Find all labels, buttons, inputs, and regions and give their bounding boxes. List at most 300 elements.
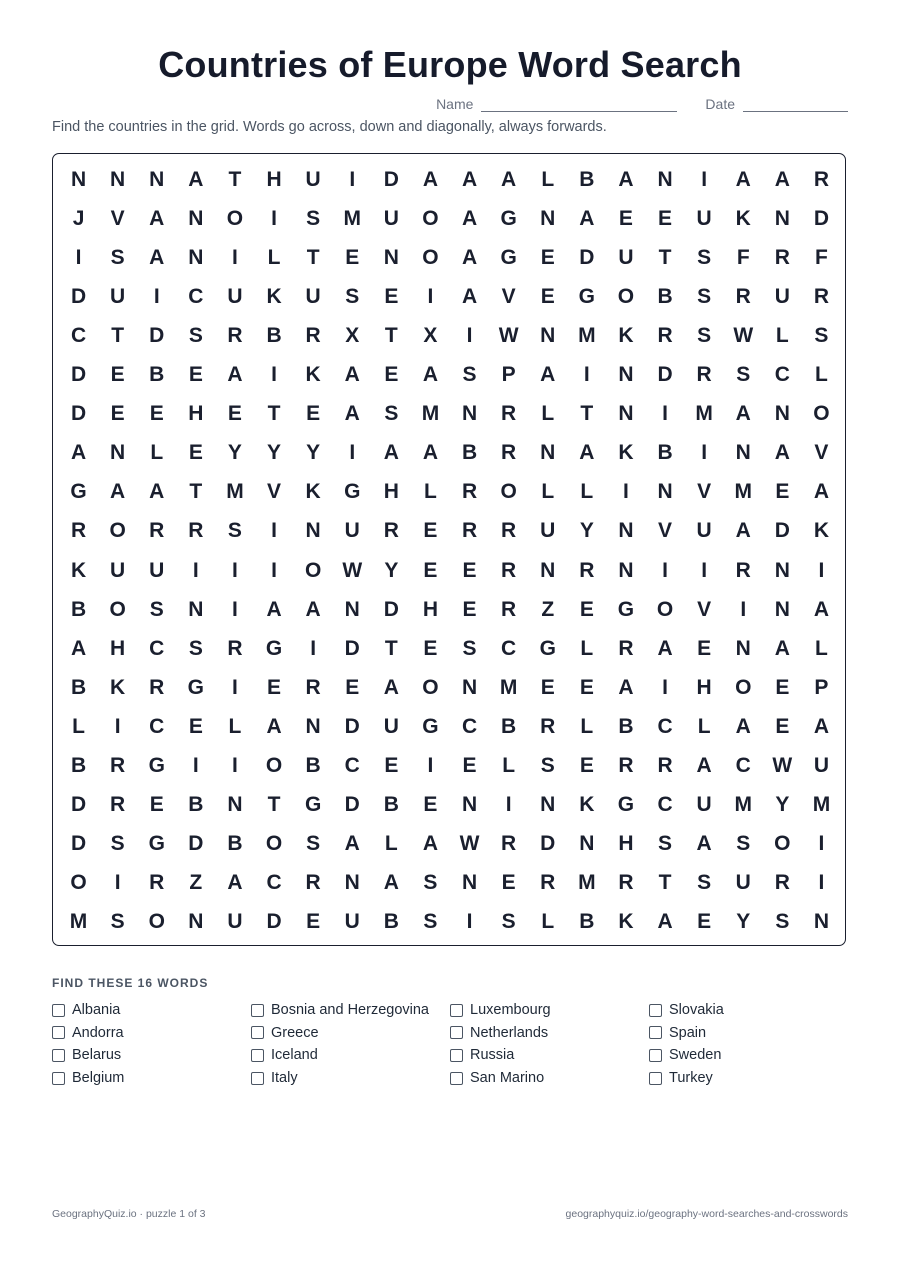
grid-cell[interactable]: A <box>813 597 830 621</box>
grid-cell[interactable]: T <box>306 245 320 269</box>
grid-cell[interactable]: T <box>189 480 203 504</box>
grid-cell[interactable]: C <box>735 754 751 778</box>
grid-cell[interactable]: T <box>580 402 594 426</box>
grid-cell[interactable]: I <box>427 284 434 308</box>
grid-cell[interactable]: I <box>818 871 825 895</box>
grid-cell[interactable]: R <box>696 363 712 387</box>
grid-cell[interactable]: E <box>579 597 594 621</box>
grid-cell[interactable]: I <box>349 167 356 191</box>
grid-cell[interactable]: M <box>695 402 713 426</box>
grid-cell[interactable]: U <box>383 714 399 738</box>
grid-cell[interactable]: N <box>344 597 360 621</box>
grid-cell[interactable]: R <box>735 558 751 582</box>
grid-cell[interactable]: A <box>110 480 126 504</box>
grid-cell[interactable]: L <box>72 714 85 738</box>
grid-cell[interactable]: D <box>70 363 87 387</box>
grid-cell[interactable]: I <box>662 402 668 426</box>
grid-cell[interactable]: A <box>383 871 399 895</box>
grid-cell[interactable]: G <box>617 793 635 817</box>
grid-cell[interactable]: N <box>188 910 204 934</box>
grid-cell[interactable]: I <box>271 206 277 230</box>
grid-cell[interactable]: D <box>70 402 87 426</box>
grid-cell[interactable]: S <box>658 832 673 856</box>
grid-cell[interactable]: M <box>226 480 244 504</box>
grid-cell[interactable]: A <box>149 480 165 504</box>
grid-cell[interactable]: A <box>540 363 556 387</box>
grid-cell[interactable]: L <box>424 480 437 504</box>
grid-cell[interactable]: K <box>618 323 634 347</box>
grid-cell[interactable]: A <box>461 167 478 191</box>
grid-cell[interactable]: A <box>774 636 790 660</box>
word-checkbox[interactable] <box>450 1026 463 1039</box>
grid-cell[interactable]: A <box>461 245 478 269</box>
grid-cell[interactable]: K <box>305 363 321 387</box>
grid-cell[interactable]: C <box>344 754 360 778</box>
grid-cell[interactable]: C <box>70 323 87 347</box>
grid-cell[interactable]: N <box>70 167 87 191</box>
grid-cell[interactable]: K <box>305 480 321 504</box>
grid-cell[interactable]: U <box>774 284 790 308</box>
grid-cell[interactable]: U <box>696 519 712 543</box>
grid-cell[interactable]: B <box>383 910 399 934</box>
grid-cell[interactable]: N <box>461 675 478 699</box>
grid-cell[interactable]: N <box>540 206 556 230</box>
grid-cell[interactable]: I <box>232 597 238 621</box>
grid-cell[interactable]: R <box>305 871 321 895</box>
grid-cell[interactable]: E <box>423 558 438 582</box>
grid-cell[interactable]: S <box>462 636 477 660</box>
grid-cell[interactable]: N <box>813 910 830 934</box>
grid-cell[interactable]: E <box>384 284 399 308</box>
grid-cell[interactable]: W <box>733 323 754 347</box>
word-checkbox[interactable] <box>52 1072 65 1085</box>
grid-cell[interactable]: E <box>697 910 712 934</box>
grid-cell[interactable]: N <box>774 206 790 230</box>
grid-cell[interactable]: R <box>70 519 87 543</box>
grid-cell[interactable]: C <box>774 363 790 387</box>
grid-cell[interactable]: A <box>344 832 360 856</box>
grid-cell[interactable]: S <box>110 245 125 269</box>
grid-cell[interactable]: N <box>461 871 478 895</box>
grid-cell[interactable]: S <box>110 832 125 856</box>
grid-cell[interactable]: B <box>657 284 673 308</box>
grid-cell[interactable]: E <box>579 675 594 699</box>
grid-cell[interactable]: C <box>266 871 282 895</box>
grid-cell[interactable]: I <box>466 323 473 347</box>
date-field[interactable] <box>743 97 848 112</box>
grid-cell[interactable]: I <box>701 558 708 582</box>
grid-cell[interactable]: G <box>500 245 517 269</box>
grid-cell[interactable]: H <box>266 167 282 191</box>
grid-cell[interactable]: H <box>618 832 634 856</box>
grid-cell[interactable]: N <box>579 832 595 856</box>
grid-cell[interactable]: N <box>149 167 165 191</box>
grid-cell[interactable]: L <box>150 441 164 465</box>
grid-cell[interactable]: O <box>304 558 322 582</box>
grid-cell[interactable]: O <box>70 871 87 895</box>
grid-cell[interactable]: A <box>461 284 478 308</box>
grid-cell[interactable]: K <box>266 284 282 308</box>
grid-cell[interactable]: R <box>501 832 517 856</box>
grid-cell[interactable]: O <box>109 519 126 543</box>
grid-cell[interactable]: G <box>70 480 87 504</box>
grid-cell[interactable]: O <box>148 910 165 934</box>
grid-cell[interactable]: U <box>696 206 712 230</box>
grid-cell[interactable]: R <box>813 167 830 191</box>
grid-cell[interactable]: A <box>696 754 712 778</box>
grid-cell[interactable]: R <box>501 519 517 543</box>
grid-cell[interactable]: A <box>579 206 595 230</box>
grid-cell[interactable]: N <box>188 206 204 230</box>
grid-cell[interactable]: D <box>540 832 556 856</box>
grid-cell[interactable]: U <box>149 558 165 582</box>
grid-cell[interactable]: B <box>70 754 87 778</box>
grid-cell[interactable]: E <box>540 245 555 269</box>
grid-cell[interactable]: R <box>149 675 165 699</box>
grid-cell[interactable]: U <box>696 793 712 817</box>
grid-cell[interactable]: A <box>266 714 282 738</box>
grid-cell[interactable]: I <box>623 480 629 504</box>
grid-cell[interactable]: R <box>305 323 321 347</box>
grid-cell[interactable]: G <box>617 597 635 621</box>
grid-cell[interactable]: B <box>579 910 595 934</box>
grid-cell[interactable]: R <box>774 245 790 269</box>
grid-cell[interactable]: M <box>343 206 361 230</box>
grid-cell[interactable]: O <box>422 675 439 699</box>
grid-cell[interactable]: M <box>578 323 596 347</box>
grid-cell[interactable]: N <box>618 558 634 582</box>
grid-cell[interactable]: T <box>658 871 672 895</box>
grid-cell[interactable]: R <box>579 558 595 582</box>
grid-cell[interactable]: L <box>541 167 555 191</box>
grid-cell[interactable]: E <box>110 402 125 426</box>
grid-cell[interactable]: E <box>110 363 125 387</box>
grid-cell[interactable]: N <box>383 245 399 269</box>
grid-cell[interactable]: N <box>774 402 790 426</box>
grid-cell[interactable]: R <box>774 871 790 895</box>
grid-cell[interactable]: B <box>188 793 204 817</box>
grid-cell[interactable]: K <box>579 793 595 817</box>
grid-cell[interactable]: R <box>227 323 243 347</box>
grid-cell[interactable]: D <box>188 832 204 856</box>
grid-cell[interactable]: B <box>461 441 478 465</box>
grid-cell[interactable]: D <box>813 206 830 230</box>
grid-cell[interactable]: A <box>579 441 595 465</box>
grid-cell[interactable]: I <box>192 558 199 582</box>
grid-cell[interactable]: U <box>305 167 321 191</box>
grid-cell[interactable]: R <box>461 480 478 504</box>
grid-cell[interactable]: Y <box>267 441 282 465</box>
grid-cell[interactable]: U <box>618 245 634 269</box>
grid-cell[interactable]: S <box>540 754 555 778</box>
grid-cell[interactable]: H <box>696 675 712 699</box>
grid-cell[interactable]: U <box>227 284 243 308</box>
grid-cell[interactable]: R <box>540 871 556 895</box>
grid-cell[interactable]: N <box>618 363 634 387</box>
grid-cell[interactable]: L <box>228 714 242 738</box>
grid-cell[interactable]: E <box>423 519 438 543</box>
grid-cell[interactable]: R <box>618 754 634 778</box>
grid-cell[interactable]: R <box>149 871 165 895</box>
grid-cell[interactable]: T <box>267 402 281 426</box>
grid-cell[interactable]: C <box>501 636 517 660</box>
grid-cell[interactable]: E <box>345 245 360 269</box>
grid-cell[interactable]: G <box>187 675 205 699</box>
grid-cell[interactable]: I <box>466 910 473 934</box>
grid-cell[interactable]: M <box>499 675 518 699</box>
grid-cell[interactable]: O <box>265 832 283 856</box>
grid-cell[interactable]: E <box>618 206 633 230</box>
grid-cell[interactable]: M <box>734 480 752 504</box>
grid-cell[interactable]: E <box>658 206 673 230</box>
grid-cell[interactable]: U <box>227 910 243 934</box>
grid-cell[interactable]: L <box>697 714 711 738</box>
word-checkbox[interactable] <box>52 1026 65 1039</box>
grid-cell[interactable]: G <box>304 793 322 817</box>
grid-cell[interactable]: S <box>775 910 790 934</box>
grid-cell[interactable]: D <box>70 284 87 308</box>
grid-cell[interactable]: F <box>815 245 828 269</box>
grid-cell[interactable]: L <box>815 363 828 387</box>
grid-cell[interactable]: L <box>580 636 594 660</box>
grid-cell[interactable]: N <box>110 441 126 465</box>
grid-cell[interactable]: I <box>271 363 277 387</box>
grid-cell[interactable]: I <box>271 519 277 543</box>
grid-cell[interactable]: E <box>423 636 438 660</box>
grid-cell[interactable]: O <box>500 480 517 504</box>
word-checkbox[interactable] <box>649 1072 662 1085</box>
grid-cell[interactable]: L <box>502 754 516 778</box>
grid-cell[interactable]: S <box>423 871 438 895</box>
grid-cell[interactable]: E <box>540 675 555 699</box>
grid-cell[interactable]: D <box>149 323 165 347</box>
grid-cell[interactable]: A <box>305 597 321 621</box>
grid-cell[interactable]: I <box>114 871 121 895</box>
grid-cell[interactable]: U <box>813 754 830 778</box>
grid-cell[interactable]: D <box>657 363 673 387</box>
grid-cell[interactable]: K <box>110 675 126 699</box>
grid-cell[interactable]: C <box>657 793 673 817</box>
grid-cell[interactable]: B <box>70 675 87 699</box>
grid-cell[interactable]: D <box>383 167 399 191</box>
grid-cell[interactable]: C <box>461 714 478 738</box>
grid-cell[interactable]: T <box>267 793 281 817</box>
grid-cell[interactable]: R <box>501 597 517 621</box>
grid-cell[interactable]: D <box>70 832 87 856</box>
grid-cell[interactable]: O <box>656 597 674 621</box>
grid-cell[interactable]: B <box>501 714 517 738</box>
grid-cell[interactable]: R <box>813 284 830 308</box>
grid-cell[interactable]: A <box>344 363 360 387</box>
grid-cell[interactable]: A <box>618 167 634 191</box>
grid-cell[interactable]: S <box>501 910 516 934</box>
grid-cell[interactable]: B <box>266 323 282 347</box>
grid-cell[interactable]: A <box>422 167 439 191</box>
grid-cell[interactable]: Y <box>736 910 751 934</box>
grid-cell[interactable]: N <box>618 519 634 543</box>
grid-cell[interactable]: R <box>501 441 517 465</box>
grid-cell[interactable]: S <box>110 910 125 934</box>
word-checkbox[interactable] <box>251 1026 264 1039</box>
grid-cell[interactable]: U <box>344 910 360 934</box>
grid-cell[interactable]: O <box>774 832 791 856</box>
grid-cell[interactable]: O <box>735 675 752 699</box>
grid-cell[interactable]: E <box>775 480 790 504</box>
grid-cell[interactable]: H <box>110 636 126 660</box>
grid-cell[interactable]: U <box>735 871 751 895</box>
grid-cell[interactable]: I <box>701 441 708 465</box>
grid-cell[interactable]: Z <box>189 871 203 895</box>
grid-cell[interactable]: K <box>618 910 634 934</box>
grid-cell[interactable]: N <box>735 441 751 465</box>
grid-cell[interactable]: R <box>110 793 126 817</box>
grid-cell[interactable]: A <box>188 167 204 191</box>
grid-cell[interactable]: S <box>384 402 399 426</box>
grid-cell[interactable]: C <box>149 714 165 738</box>
grid-cell[interactable]: A <box>422 441 439 465</box>
grid-cell[interactable]: S <box>188 636 203 660</box>
grid-cell[interactable]: R <box>657 754 673 778</box>
grid-cell[interactable]: A <box>774 441 790 465</box>
grid-cell[interactable]: N <box>110 167 126 191</box>
grid-cell[interactable]: L <box>580 480 594 504</box>
grid-cell[interactable]: N <box>735 636 751 660</box>
grid-cell[interactable]: E <box>306 402 321 426</box>
grid-cell[interactable]: R <box>461 519 478 543</box>
grid-cell[interactable]: P <box>814 675 829 699</box>
grid-cell[interactable]: A <box>422 832 439 856</box>
grid-cell[interactable]: O <box>109 597 126 621</box>
grid-cell[interactable]: U <box>110 284 126 308</box>
grid-cell[interactable]: M <box>734 793 752 817</box>
grid-cell[interactable]: A <box>383 441 399 465</box>
grid-cell[interactable]: W <box>459 832 480 856</box>
word-checkbox[interactable] <box>649 1026 662 1039</box>
word-checkbox[interactable] <box>52 1049 65 1062</box>
grid-cell[interactable]: S <box>697 871 712 895</box>
grid-cell[interactable]: V <box>814 441 829 465</box>
grid-cell[interactable]: A <box>149 245 165 269</box>
grid-cell[interactable]: N <box>305 714 321 738</box>
grid-cell[interactable]: S <box>149 597 164 621</box>
grid-cell[interactable]: E <box>188 363 203 387</box>
grid-cell[interactable]: G <box>539 636 556 660</box>
grid-cell[interactable]: M <box>69 910 88 934</box>
grid-cell[interactable]: A <box>657 910 673 934</box>
grid-cell[interactable]: N <box>188 245 204 269</box>
grid-cell[interactable]: R <box>657 323 673 347</box>
grid-cell[interactable]: W <box>498 323 519 347</box>
grid-cell[interactable]: I <box>232 675 238 699</box>
grid-cell[interactable]: K <box>735 206 751 230</box>
grid-cell[interactable]: V <box>501 284 516 308</box>
grid-cell[interactable]: N <box>774 558 790 582</box>
grid-cell[interactable]: A <box>696 832 712 856</box>
grid-cell[interactable]: N <box>540 558 556 582</box>
grid-cell[interactable]: N <box>618 402 634 426</box>
grid-cell[interactable]: N <box>305 519 321 543</box>
word-checkbox[interactable] <box>450 1004 463 1017</box>
grid-cell[interactable]: M <box>578 871 596 895</box>
grid-cell[interactable]: Y <box>775 793 790 817</box>
grid-cell[interactable]: E <box>775 675 790 699</box>
grid-cell[interactable]: R <box>227 636 243 660</box>
grid-cell[interactable]: Y <box>227 441 242 465</box>
grid-cell[interactable]: E <box>149 793 164 817</box>
word-checkbox[interactable] <box>52 1004 65 1017</box>
grid-cell[interactable]: I <box>818 558 825 582</box>
word-checkbox[interactable] <box>649 1004 662 1017</box>
grid-cell[interactable]: R <box>110 754 126 778</box>
grid-cell[interactable]: V <box>110 206 125 230</box>
grid-cell[interactable]: E <box>501 871 516 895</box>
grid-cell[interactable]: I <box>232 558 238 582</box>
grid-cell[interactable]: B <box>305 754 321 778</box>
word-checkbox[interactable] <box>251 1049 264 1062</box>
grid-cell[interactable]: S <box>697 284 712 308</box>
grid-cell[interactable]: R <box>501 558 517 582</box>
grid-cell[interactable]: L <box>775 323 789 347</box>
grid-cell[interactable]: D <box>774 519 790 543</box>
grid-cell[interactable]: Z <box>541 597 555 621</box>
grid-cell[interactable]: S <box>697 323 712 347</box>
grid-cell[interactable]: I <box>192 754 199 778</box>
grid-cell[interactable]: V <box>658 519 673 543</box>
grid-cell[interactable]: T <box>111 323 125 347</box>
grid-cell[interactable]: A <box>149 206 165 230</box>
grid-cell[interactable]: N <box>461 402 478 426</box>
word-checkbox[interactable] <box>649 1049 662 1062</box>
grid-cell[interactable]: I <box>662 558 668 582</box>
grid-cell[interactable]: X <box>345 323 360 347</box>
grid-cell[interactable]: A <box>813 480 830 504</box>
grid-cell[interactable]: E <box>775 714 790 738</box>
grid-cell[interactable]: A <box>383 675 399 699</box>
grid-cell[interactable]: O <box>813 402 830 426</box>
grid-cell[interactable]: F <box>736 245 750 269</box>
grid-cell[interactable]: C <box>657 714 673 738</box>
grid-cell[interactable]: L <box>815 636 828 660</box>
grid-cell[interactable]: J <box>72 206 85 230</box>
grid-cell[interactable]: A <box>266 597 282 621</box>
grid-cell[interactable]: C <box>188 284 204 308</box>
grid-cell[interactable]: Y <box>306 441 321 465</box>
grid-cell[interactable]: I <box>427 754 434 778</box>
grid-cell[interactable]: N <box>774 597 790 621</box>
grid-cell[interactable]: I <box>271 558 277 582</box>
grid-cell[interactable]: O <box>226 206 244 230</box>
grid-cell[interactable]: U <box>540 519 556 543</box>
grid-cell[interactable]: D <box>383 597 399 621</box>
grid-cell[interactable]: I <box>153 284 160 308</box>
grid-cell[interactable]: E <box>188 714 203 738</box>
grid-cell[interactable]: A <box>774 167 790 191</box>
grid-cell[interactable]: S <box>306 206 321 230</box>
grid-cell[interactable]: T <box>384 636 398 660</box>
grid-cell[interactable]: G <box>500 206 517 230</box>
grid-cell[interactable]: E <box>540 284 555 308</box>
grid-cell[interactable]: O <box>617 284 635 308</box>
grid-cell[interactable]: N <box>188 597 204 621</box>
grid-cell[interactable]: D <box>266 910 282 934</box>
grid-cell[interactable]: D <box>344 714 360 738</box>
grid-cell[interactable]: B <box>618 714 634 738</box>
grid-cell[interactable]: A <box>422 363 439 387</box>
grid-cell[interactable]: A <box>501 167 517 191</box>
grid-cell[interactable]: R <box>618 871 634 895</box>
grid-cell[interactable]: E <box>462 597 477 621</box>
grid-cell[interactable]: S <box>736 363 751 387</box>
